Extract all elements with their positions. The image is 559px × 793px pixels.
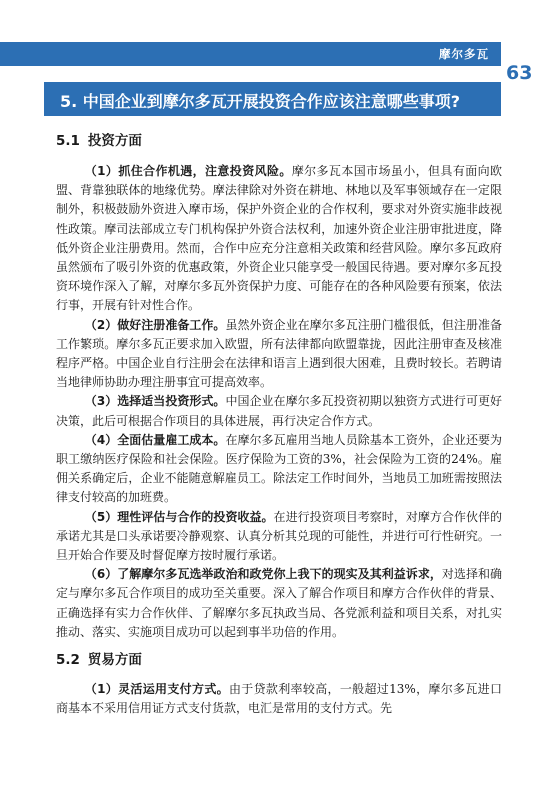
- paragraph-lead: （1）抓住合作机遇，注意投资风险。: [84, 164, 292, 178]
- paragraph: [56, 680, 502, 718]
- section-number: 5.2: [56, 652, 80, 668]
- paragraph-lead: （6）了解摩尔多瓦选举政治和政党你上我下的现实及其利益诉求，: [84, 567, 442, 582]
- paragraph-lead: （1）灵活运用支付方式。: [84, 682, 229, 696]
- paragraph: [56, 508, 502, 566]
- paragraph: [56, 162, 502, 316]
- paragraph-text: 在摩尔多瓦雇用当地人员除基本工资外，企业还要为职工缴纳医疗保险和社会保险。医疗保险为工资的3%，社会保险为工资的24%。雇佣关系确定后，企业不能随意解雇员工。除法定工作时间外，当地员工加班需按照法律支付较高的加班费。: [56, 432, 502, 505]
- running-header: 摩尔多瓦: [439, 47, 489, 61]
- page-number: 63: [506, 62, 533, 84]
- section-title: 贸易方面: [87, 652, 142, 668]
- header-bar: [0, 42, 501, 66]
- paragraph: [56, 565, 502, 642]
- paragraph-lead: （5）理性评估与合作的投资收益。: [84, 509, 274, 524]
- section-body-trade: [56, 680, 502, 718]
- section-title: 投资方面: [87, 133, 142, 149]
- paragraph-text: 虽然外资企业在摩尔多瓦注册门槛很低，但注册准备工作繁琐。摩尔多瓦正要求加入欧盟，所有法律都向欧盟靠拢，因此注册审查及核准程序严格。中国企业自行注册会在法律和语言上遇到很大困难，且费时较长。若聘请当地律师协助办理注册事宜可提高效率。: [56, 317, 502, 390]
- section-number: 5.1: [56, 133, 80, 149]
- paragraph: [56, 431, 502, 508]
- paragraph-text: 对选择和确定与摩尔多瓦合作项目的成功至关重要。深入了解合作项目和摩方合作伙伴的背景、正确选择有实力合作伙伴、了解摩尔多瓦执政当局、各党派利益和项目关系，对扎实推动、落实、实施项目成功可以起到事半功倍的作用。: [56, 567, 502, 639]
- paragraph-lead: （2）做好注册准备工作。: [84, 317, 226, 332]
- paragraph-text: 摩尔多瓦本国市场虽小，但具有面向欧盟、背靠独联体的地缘优势。摩法律除对外资在耕地、林地以及军事领域存在一定限制外，积极鼓励外资进入摩市场，保护外资企业的合作权利，要求对外资实施非歧视性政策。摩司法部成立专门机构保护外资合法权利，加速外资企业注册审批进度，降低外资企业注册费用。然而，合作中应充分注意相关政策和经营风险。摩尔多瓦政府虽然颁布了吸引外资的优惠政策，外资企业只能享受一般国民待遇。要对摩尔多瓦投资环境作深入了解，对摩尔多瓦外资保护力度、可能存在的各种风险要有预案，依法行事，开展有针对性合作。: [56, 164, 502, 313]
- section-heading-investment: [56, 129, 142, 149]
- section-heading-trade: [56, 648, 142, 668]
- chapter-title: 5. 中国企业到摩尔多瓦开展投资合作应该注意哪些事项?: [60, 92, 461, 111]
- section-body-investment: [56, 162, 502, 642]
- paragraph-text: 由于贷款利率较高，一般超过13%，摩尔多瓦进口商基本不采用信用证方式支付货款，电汇是常用的支付方式。先: [56, 682, 502, 716]
- paragraph-text: 在进行投资项目考察时，对摩方合作伙伴的承诺尤其是口头承诺要冷静观察、认真分析其兑现的可能性，并进行可行性研究。一旦开始合作要及时督促摩方按时履行承诺。: [56, 509, 502, 563]
- chapter-title-bar: [44, 82, 501, 116]
- paragraph-text: 中国企业在摩尔多瓦投资初期以独资方式进行可更好决策，此后可根据合作项目的具体进展，再行决定合作方式。: [56, 394, 502, 428]
- paragraph-lead: （3）选择适当投资形式。: [84, 394, 226, 409]
- paragraph: [56, 392, 502, 430]
- paragraph: [56, 316, 502, 393]
- paragraph-lead: （4）全面估量雇工成本。: [84, 432, 226, 447]
